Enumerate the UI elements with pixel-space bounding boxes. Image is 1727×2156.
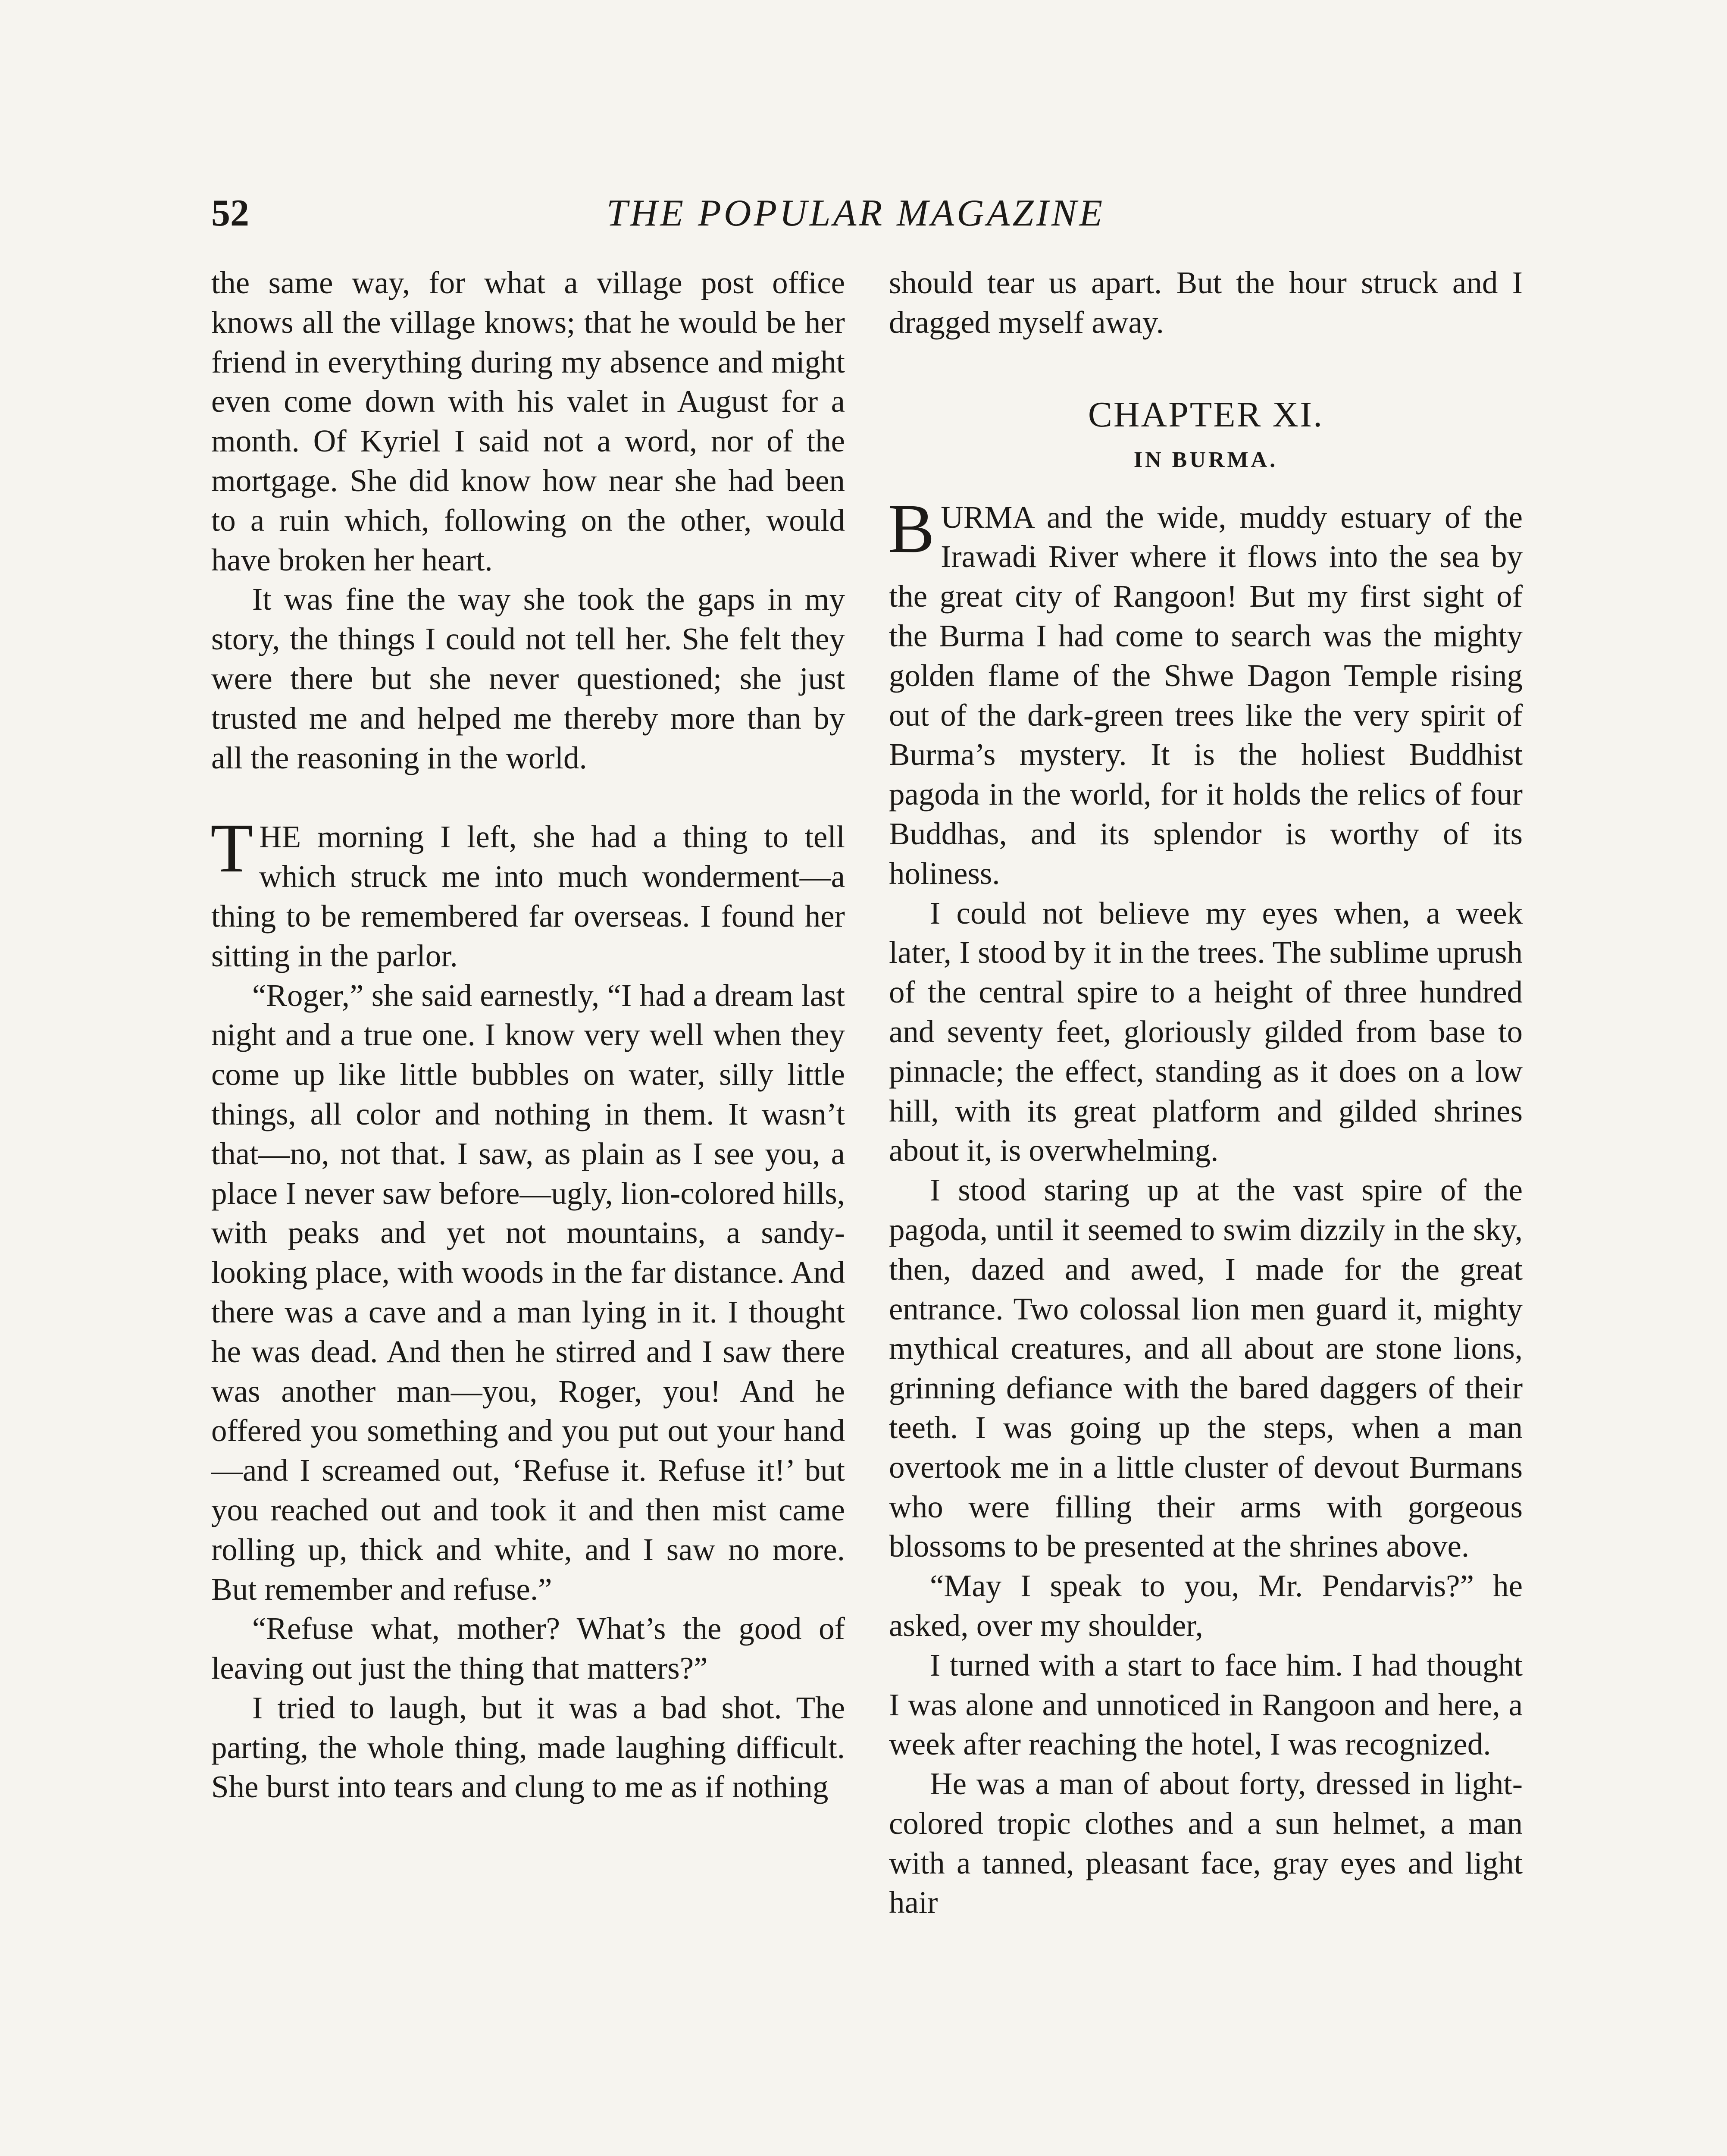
right-column	[889, 263, 1523, 1922]
paragraph-with-dropcap	[888, 490, 1523, 893]
drop-cap: B	[888, 490, 935, 567]
paragraph: I stood staring up at the vast spire of the pagoda, until it seemed to swim dizzily in the sky, then, dazed and awed, I made for the great entrance. Two colossal lion men guard it, mighty mythical creatures, and all about are stone lions, grinning defiance with the bared daggers of their teeth. I was going up the steps, when a man overtook me in a little cluster of devout Burmans who were filling their arms with gorgeous blossoms to be presented at the shrines above.	[889, 1172, 1523, 1564]
paragraph: It was fine the way she took the gaps in my story, the things I could not tell her. She felt they were there but she never questioned; she just trusted me and helped me thereby more than by all the reasoning in the world.	[211, 582, 845, 775]
paragraph: I tried to laugh, but it was a bad shot. The parting, the whole thing, made laughing difficult. She burst into tears and clung to me as if nothing	[211, 1690, 845, 1805]
left-column	[211, 263, 845, 1807]
section-break	[211, 777, 845, 817]
paragraph: I turned with a start to face him. I had thought I was alone and unnoticed in Rangoon and here, a week after reaching the hotel, I was recognized.	[889, 1647, 1523, 1762]
paragraph: “Roger,” she said earnestly, “I had a dream last night and a true one. I know very well when they come up like little bubbles on water, silly little things, all color and nothing in them. It wasn’t that—no, not that. I saw, as plain as I see you, a place I never saw before—ugly, lion-colored hills, with peaks and yet not mountains, a sandy-looking place, with woods in the far distance. And there was a cave and a man lying in it. I thought he was dead. And then he stirred and I saw there was another man—you, Roger, you! And he offered you something and you put out your hand—and I screamed out, ‘Refuse it. Refuse it!’ but you reached out and took it and then mist came rolling up, thick and white, and I saw no more. But remember and refuse.”	[211, 978, 845, 1607]
paragraph: He was a man of about forty, dressed in light-colored tropic clothes and a sun helmet, a man with a tanned, pleasant face, gray eyes and light hair	[889, 1766, 1523, 1920]
drop-cap: T	[210, 810, 253, 887]
paragraph-text: URMA and the wide, muddy estuary of the Irawadi River where it flows into the sea by the great city of Rangoon! But my first sight of the Burma I had come to search was the mighty golden flame of the Shwe Dagon Temple rising out of the dark-green trees like the very spirit of Burma’s mystery. It is the holiest Buddhist pagoda in the world, for it holds the relics of four Buddhas, and its splendor is worthy of its holiness.	[889, 499, 1523, 891]
paragraph: should tear us apart. But the hour struck and I dragged myself away.	[889, 265, 1523, 340]
paragraph: the same way, for what a village post office knows all the village knows; that he would be her friend in everything during my absence and might even come down with his valet in August for a month. Of Kyriel I said not a word, nor of the mortgage. She did know how near she had been to a ruin which, following on the other, would have broken her heart.	[211, 265, 845, 577]
page-number: 52	[211, 192, 249, 234]
chapter-subtitle: IN BURMA.	[1133, 447, 1278, 472]
paragraph-text: HE morning I left, she had a thing to tell which struck me into much wonderment—a thing to be remembered far overseas. I found her sitting in the parlor.	[211, 819, 845, 973]
paragraph: “Refuse what, mother? What’s the good of leaving out just the thing that matters?”	[211, 1611, 845, 1686]
running-title: THE POPULAR MAGAZINE	[606, 192, 1105, 234]
page-header	[211, 181, 1500, 246]
paragraph: I could not believe my eyes when, a week later, I stood by it in the trees. The sublime uprush of the central spire to a height of three hundred and seventy feet, gloriously gilded from base to pinnacle; the effect, standing as it does on a low hill, with its great platform and gilded shrines about it, is overwhelming.	[889, 895, 1523, 1168]
paragraph: “May I speak to you, Mr. Pendarvis?” he asked, over my shoulder,	[889, 1568, 1523, 1643]
chapter-title: CHAPTER XI.	[1088, 394, 1324, 435]
paragraph-with-dropcap	[210, 810, 845, 975]
